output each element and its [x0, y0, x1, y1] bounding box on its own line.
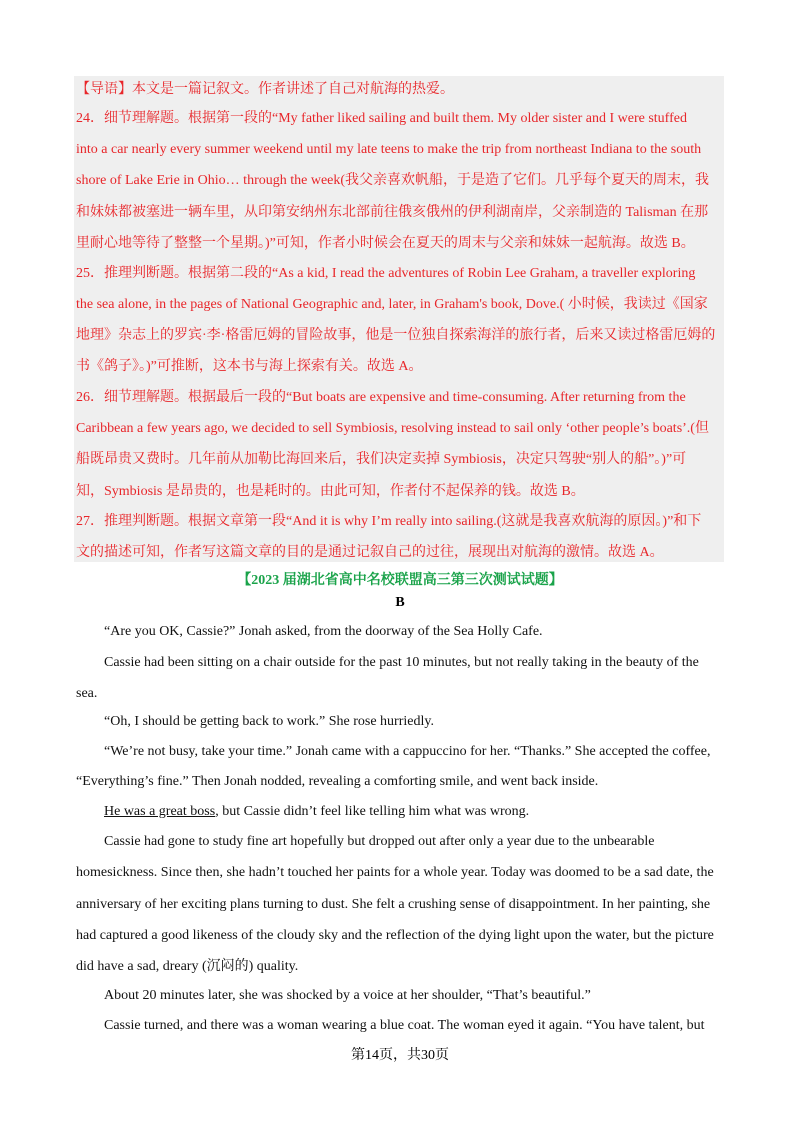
- analysis-line: into a car nearly every summer weekend until my late teens to make the trip from northeast Indiana to the south: [76, 142, 702, 157]
- analysis-line: 24．细节理解题。根据第一段的“My father liked sailing and built them. My older sister and I were stuffed: [76, 111, 687, 126]
- passage-line: “Everything’s fine.” Then Jonah nodded, revealing a comforting smile, and went back inside.: [76, 774, 599, 789]
- passage-line: About 20 minutes later, she was shocked by a voice at her shoulder, “That’s beautiful.”: [104, 988, 591, 1003]
- passage-line: “Oh, I should be getting back to work.” She rose hurriedly.: [104, 714, 434, 729]
- analysis-line: 船既昂贵又费时。几年前从加勒比海回来后，我们决定卖掉 Symbiosis，决定只驾驶“别人的船”。)”可: [76, 452, 687, 467]
- passage-line: “We’re not busy, take your time.” Jonah came with a cappuccino for her. “Thanks.” She accepted the coffee,: [104, 744, 711, 759]
- analysis-line: 地理》杂志上的罗宾·李·格雷厄姆的冒险故事，他是一位独自探索海洋的旅行者，后来又读过格雷厄姆的: [76, 328, 716, 343]
- passage-line: Cassie had been sitting on a chair outside for the past 10 minutes, but not really taking in the beauty of the: [104, 655, 699, 670]
- passage-line: anniversary of her exciting plans turning to dust. She felt a crushing sense of disappointment. In her painting, she: [76, 897, 711, 912]
- section-label: B: [395, 595, 405, 610]
- passage-line: sea.: [76, 686, 98, 701]
- page-footer: 第14页，共30页: [351, 1048, 449, 1063]
- analysis-line: 书《鸽子》。)”可推断，这本书与海上探索有关。故选 A。: [76, 359, 423, 374]
- analysis-line: the sea alone, in the pages of National Geographic and, later, in Graham's book, Dove.( 小时候，我读过《国家: [76, 297, 708, 312]
- passage-line: homesickness. Since then, she hadn’t touched her paints for a whole year. Today was doomed to be a sad date, the: [76, 865, 714, 880]
- analysis-line: 里耐心地等待了整整一个星期。)”可知，作者小时候会在夏天的周末与父亲和妹妹一起航海。故选 B。: [76, 236, 695, 251]
- passage-line: “Are you OK, Cassie?” Jonah asked, from the doorway of the Sea Holly Cafe.: [104, 624, 543, 639]
- passage-line: Cassie had gone to study fine art hopefully but dropped out after only a year due to the unbearable: [104, 834, 655, 849]
- analysis-line: 文的描述可知，作者写这篇文章的目的是通过记叙自己的过往，展现出对航海的激情。故选 A。: [76, 545, 664, 560]
- analysis-line: 知，Symbiosis 是昂贵的，也是耗时的。由此可知，作者付不起保养的钱。故选 B。: [76, 484, 585, 499]
- analysis-line: 和妹妹都被塞进一辆车里，从印第安纳州东北部前往俄亥俄州的伊利湖南岸，父亲制造的 Talisman 在那: [76, 205, 709, 220]
- analysis-line: 27．推理判断题。根据文章第一段“And it is why I’m really into sailing.(这就是我喜欢航海的原因。)”和下: [76, 514, 702, 529]
- analysis-line: 26．细节理解题。根据最后一段的“But boats are expensive and time-consuming. After returning from the: [76, 390, 686, 405]
- analysis-line: shore of Lake Erie in Ohio… through the week(我父亲喜欢帆船，于是造了它们。几乎每个夏天的周末，我: [76, 173, 710, 188]
- passage-line: had captured a good likeness of the cloudy sky and the reflection of the dying light upon the water, but the picture: [76, 928, 714, 943]
- passage-line: Cassie turned, and there was a woman wearing a blue coat. The woman eyed it again. “You have talent, but: [104, 1018, 705, 1033]
- source-title: 【2023 届湖北省高中名校联盟高三第三次测试试题】: [237, 573, 563, 588]
- passage-text: , but Cassie didn’t feel like telling him what was wrong.: [215, 804, 530, 819]
- passage-line: did have a sad, dreary (沉闷的) quality.: [76, 959, 299, 974]
- underlined-phrase: He was a great boss: [104, 804, 216, 819]
- passage-line: [104, 803, 529, 821]
- analysis-line: 25．推理判断题。根据第二段的“As a kid, I read the adventures of Robin Lee Graham, a traveller exploring: [76, 266, 696, 281]
- analysis-line: Caribbean a few years ago, we decided to sell Symbiosis, resolving instead to sail only ‘other people’s boats’.(但: [76, 421, 709, 436]
- analysis-intro: 【导语】本文是一篇记叙文。作者讲述了自己对航海的热爱。: [76, 82, 454, 97]
